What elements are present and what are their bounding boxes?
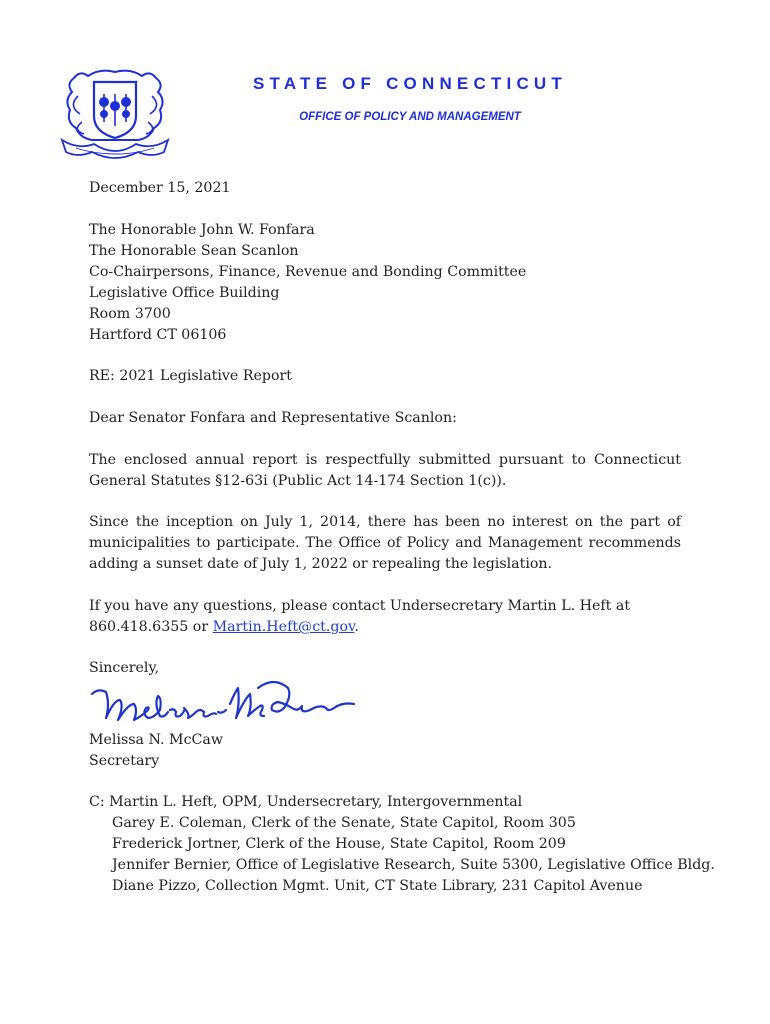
email-link[interactable]: Martin.Heft@ct.gov (212, 619, 355, 635)
signer-name: Melissa N. McCaw (89, 732, 223, 748)
paragraph-2: Since the inception on July 1, 2014, there has been no interest on the part of municipalities to participate. The Office of Policy and Management recommends adding a sunset date of July 1, 2022 or repealing the legislation. (89, 514, 681, 572)
cc-line: C: Martin L. Heft, OPM, Undersecretary, Intergovernmental (89, 794, 523, 810)
state-title: STATE OF CONNECTICUT (253, 74, 567, 93)
handwritten-signature (88, 674, 358, 736)
address-line: Hartford CT 06106 (89, 327, 227, 343)
salutation (89, 408, 681, 429)
salutation-text: Dear Senator Fonfara and Representative Scanlon: (89, 410, 457, 426)
address-line: The Honorable Sean Scanlon (89, 243, 299, 259)
signer-title: Secretary (89, 753, 160, 769)
letterhead (160, 74, 620, 123)
office-name: OFFICE OF POLICY AND MANAGEMENT (299, 111, 521, 123)
address-line: Room 3700 (89, 306, 171, 322)
address-line: The Honorable John W. Fonfara (89, 222, 315, 238)
date-text: December 15, 2021 (89, 180, 231, 196)
address-block (89, 220, 681, 346)
signer-block (89, 730, 681, 772)
cc-line: Garey E. Coleman, Clerk of the Senate, State Capitol, Room 305 (112, 815, 576, 831)
letter-date (89, 178, 681, 199)
subject-line (89, 366, 681, 387)
re-text: RE: 2021 Legislative Report (89, 368, 293, 384)
cc-line: Diane Pizzo, Collection Mgmt. Unit, CT State Library, 231 Capitol Avenue (112, 878, 643, 894)
paragraph-1: The enclosed annual report is respectfully submitted pursuant to Connecticut General Statutes §12-63i (Public Act 14-174 Section 1(c)). (89, 452, 681, 489)
paragraph-3-text: If you have any questions, please contact Undersecretary Martin L. Heft at 860.418.6355 or (89, 598, 631, 635)
cc-list (89, 792, 715, 897)
address-line: Co-Chairpersons, Finance, Revenue and Bonding Committee (89, 264, 527, 280)
cc-line: Jennifer Bernier, Office of Legislative Research, Suite 5300, Legislative Office Bldg. (112, 857, 715, 873)
state-seal-icon (58, 66, 172, 160)
paragraph-3-end: . (354, 619, 359, 635)
cc-line: Frederick Jortner, Clerk of the House, State Capitol, Room 209 (112, 836, 566, 852)
address-line: Legislative Office Building (89, 285, 280, 301)
closing-text: Sincerely, (89, 660, 160, 676)
paragraph-3 (89, 596, 681, 638)
